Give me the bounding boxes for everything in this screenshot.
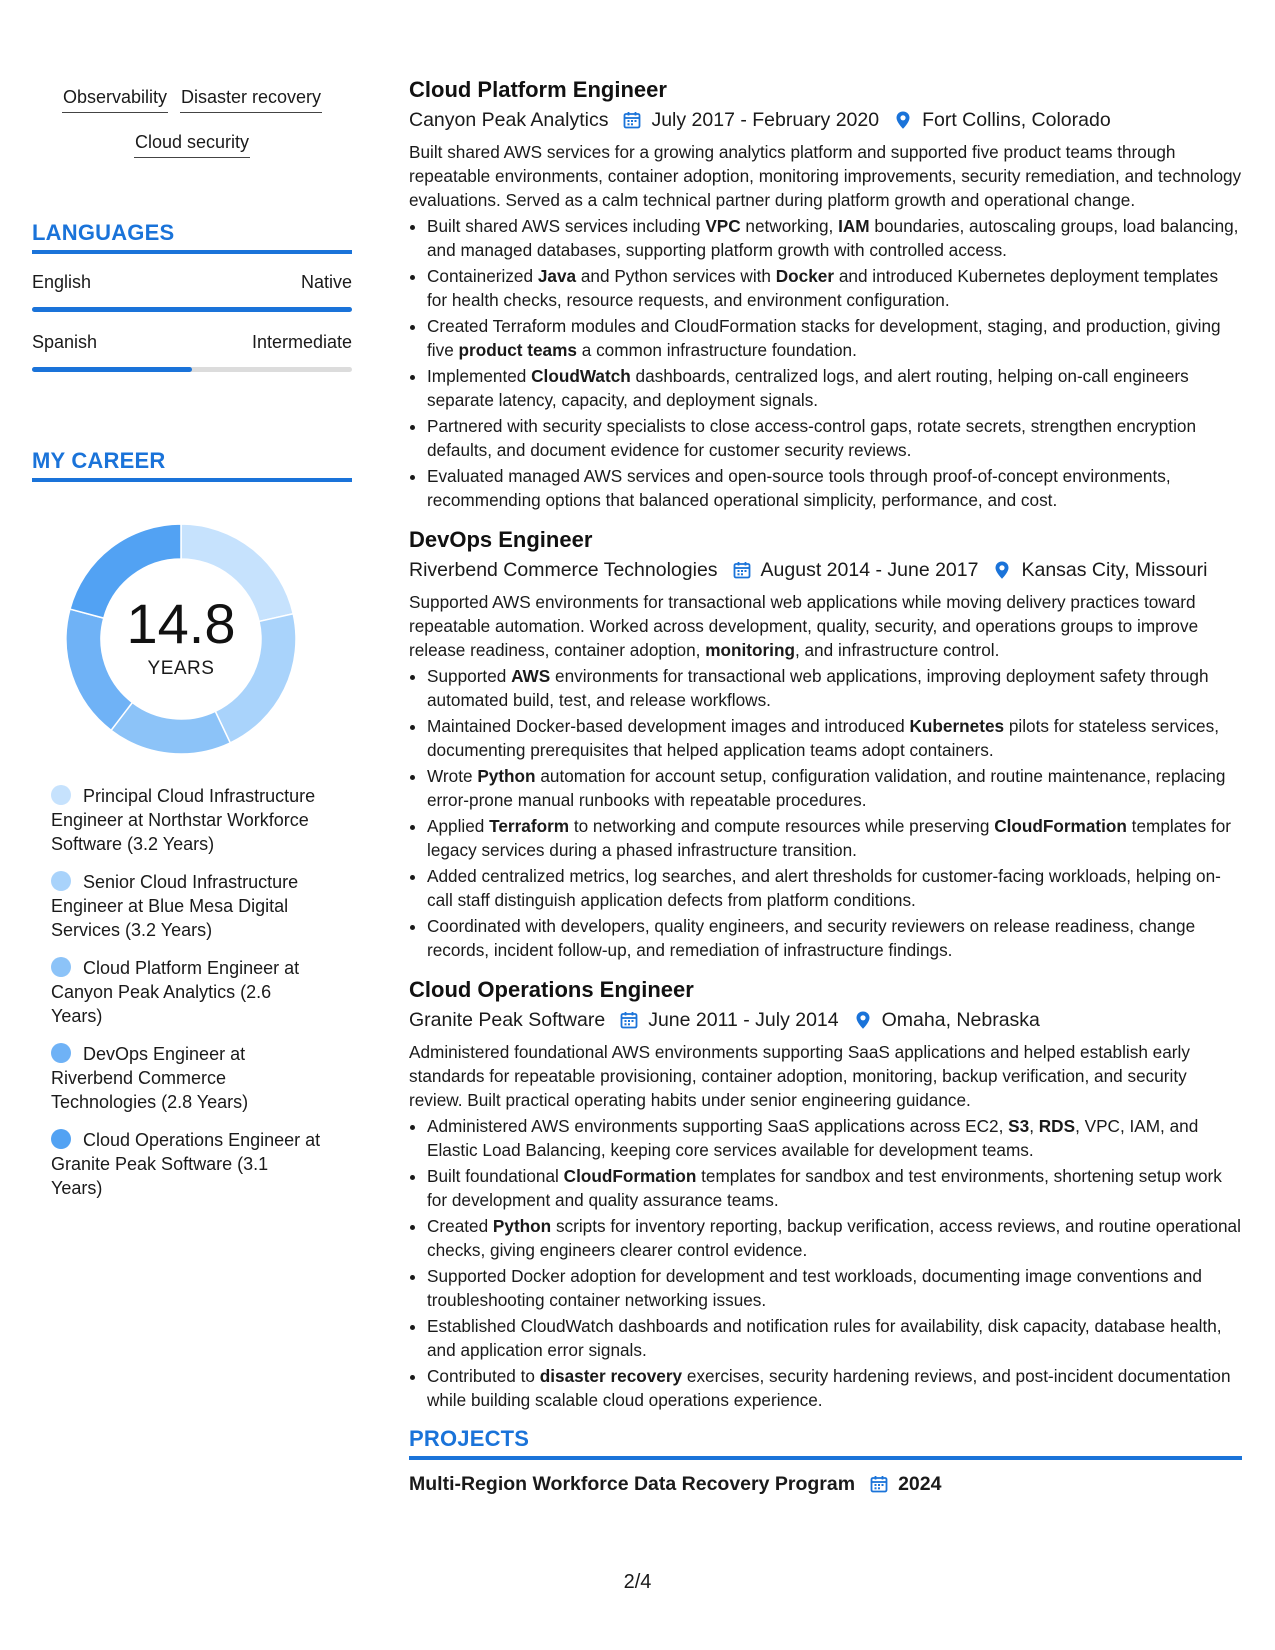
legend-dot [51,785,71,805]
project-name: Multi-Region Workforce Data Recovery Program [409,1473,856,1495]
bullet-text: a common infrastructure foundation. [576,340,857,360]
bullet-keyword: disaster recovery [539,1366,683,1386]
job-bullets [409,1114,1242,1412]
job-bullet [427,864,1242,912]
page-number: 2/4 [623,1571,652,1593]
project-year: 2024 [898,1473,942,1495]
bullet-text: Coordinated with developers, quality engineers, and security reviewers on release readiness, change records, incident follow-up, and remediation of infrastructure findings. [427,916,1196,960]
location-pin-icon [893,110,913,130]
job-meta [409,1006,1242,1034]
summary-text: monitoring [705,640,795,660]
calendar-icon [622,110,642,130]
bullet-text: Supported Docker adoption for development and test workloads, documenting image conventions and troubleshooting container networking issues. [427,1266,1202,1310]
bullet-keyword: CloudFormation [563,1166,697,1186]
summary-text: Supported AWS environments for transactional web applications while moving delivery practices toward repeatable automation. Worked across development, quality, security, and operations groups to improve release readiness, container adoption, [409,592,1199,660]
job-dates: June 2011 - July 2014 [648,1009,839,1031]
language-item [32,332,352,372]
career-role-label: Cloud Platform Engineer at Canyon Peak Analytics (2.6 Years) [51,958,300,1026]
bullet-keyword: Kubernetes [909,716,1005,736]
bullet-keyword: Python [492,1216,552,1236]
bullet-keyword: AWS [511,666,551,686]
languages-heading: LANGUAGES [32,220,352,254]
job-entry [409,76,1242,512]
bullet-keyword: CloudFormation [994,816,1127,836]
skill-tag: Cloud security [134,131,250,158]
bullet-text: and Python services with [576,266,776,286]
projects-heading: PROJECTS [409,1426,1242,1460]
language-level: Intermediate [251,332,352,352]
job-bullet [427,264,1242,312]
job-bullet [427,1214,1242,1262]
bullet-text: Contributed to [427,1366,540,1386]
job-summary: Administered foundational AWS environments supporting SaaS applications and helped establish early standards for repeatable provisioning, container adoption, monitoring, backup verification, and security review. Built practical operating habits under senior engineering guidance. [409,1042,1190,1110]
bullet-text: Applied [427,816,490,836]
job-bullet [427,414,1242,462]
skill-tag: Disaster recovery [180,86,322,113]
bullet-text: templates for legacy services during a phased infrastructure transition. [427,816,1232,860]
job-bullet [427,214,1242,262]
bullet-text: boundaries, autoscaling groups, load balancing, and managed databases, supporting platform growth with controlled access. [427,216,1239,260]
bullet-text: , [1029,1116,1039,1136]
job-location: Kansas City, Missouri [1021,559,1208,581]
legend-dot [51,1043,71,1063]
experience-column [409,76,1242,1498]
bullet-text: Created Terraform modules and CloudFormation stacks for development, staging, and production, giving five [427,316,1221,360]
experience-list [409,76,1242,1412]
bullet-text: Implemented [427,366,532,386]
bullet-keyword: Java [537,266,577,286]
language-name: English [32,272,92,292]
job-summary [409,590,1242,662]
job-bullet [427,1364,1242,1412]
bullet-keyword: Python [477,766,536,786]
job-title: Cloud Platform Engineer [409,77,667,102]
job-bullet [427,1164,1242,1212]
bullet-text: networking, [740,216,839,236]
language-proficiency-bar [32,367,352,372]
job-bullet [427,1314,1242,1362]
bullet-text: scripts for inventory reporting, backup verification, access reviews, and routine operational checks, giving engineers clearer control evidence. [427,1216,1241,1260]
bullet-text: pilots for stateless services, documenting prerequisites that helped application teams adopt containers. [427,716,1219,760]
language-proficiency-fill [32,307,352,312]
job-bullet [427,764,1242,812]
legend-dot [51,957,71,977]
job-bullet [427,1114,1242,1162]
calendar-icon [619,1010,639,1030]
language-proficiency-fill [32,367,192,372]
company-name: Riverbend Commerce Technologies [409,559,718,581]
calendar-icon [869,1474,889,1494]
career-donut-chart [66,524,296,754]
bullet-text: Created [427,1216,493,1236]
bullet-text: , VPC, IAM, and Elastic Load Balancing, keeping core services available for development teams. [427,1116,1199,1160]
bullet-keyword: S3 [1008,1116,1030,1136]
bullet-text: templates for sandbox and test environments, shortening setup work for development and quality assurance teams. [427,1166,1222,1210]
career-legend-item [51,870,321,942]
bullet-text: Established CloudWatch dashboards and notification rules for availability, disk capacity, database health, and application error signals. [427,1316,1222,1360]
summary-text: , and infrastructure control. [794,640,1000,660]
job-dates: August 2014 - June 2017 [760,559,979,581]
job-bullet [427,914,1242,962]
job-entry [409,976,1242,1412]
bullet-text: Built shared AWS services including [427,216,706,236]
company-name: Granite Peak Software [409,1009,606,1031]
career-years-label: YEARS [147,658,215,679]
bullet-text: automation for account setup, configuration validation, and routine maintenance, replacing error-prone manual runbooks with repeatable procedures. [427,766,1226,810]
bullet-text: Partnered with security specialists to close access-control gaps, rotate secrets, strengthen encryption defaults, and document evidence for customer security reviews. [427,416,1197,460]
bullet-text: Administered AWS environments supporting SaaS applications across EC2, [427,1116,1009,1136]
skills-tags [32,78,352,168]
bullet-text: dashboards, centralized logs, and alert routing, helping on-call engineers separate latency, capacity, and deployment signals. [427,366,1189,410]
bullet-text: environments for transactional web applications, improving deployment safety through automated build, test, and release workflows. [427,666,1209,710]
language-level: Native [300,272,352,292]
skill-tag: Observability [62,86,168,113]
bullet-keyword: RDS [1038,1116,1076,1136]
bullet-keyword: Docker [775,266,835,286]
bullet-text: Containerized [427,266,538,286]
job-bullet [427,464,1242,512]
career-role-label: Principal Cloud Infrastructure Engineer at Northstar Workforce Software (3.2 Years) [51,786,316,854]
bullet-keyword: VPC [705,216,741,236]
language-proficiency-bar [32,307,352,312]
career-role-label: Cloud Operations Engineer at Granite Peak Software (3.1 Years) [51,1130,321,1198]
career-heading: MY CAREER [32,448,352,482]
job-bullet [427,314,1242,362]
left-column [32,78,352,1214]
job-bullet [427,364,1242,412]
bullet-text: to networking and compute resources while preserving [569,816,995,836]
job-dates: July 2017 - February 2020 [651,109,880,131]
bullet-text: Built foundational [427,1166,564,1186]
job-bullets [409,214,1242,512]
job-bullet [427,664,1242,712]
location-pin-icon [853,1010,873,1030]
bullet-text: Wrote [427,766,478,786]
job-location: Omaha, Nebraska [881,1009,1040,1031]
job-bullet [427,714,1242,762]
bullet-keyword: IAM [838,216,870,236]
location-pin-icon [992,560,1012,580]
job-summary: Built shared AWS services for a growing analytics platform and supported five product teams through repeatable environments, container adoption, monitoring improvements, security remediation, and technology evaluations. Served as a calm technical partner during platform growth and operational change. [409,142,1242,210]
career-total-years: 14.8 [126,592,236,655]
job-meta [409,556,1242,584]
legend-dot [51,1129,71,1149]
language-item [32,272,352,312]
bullet-keyword: product teams [458,340,577,360]
career-legend-item [51,1128,321,1200]
bullet-text: exercises, security hardening reviews, and post-incident documentation while building scalable cloud operations experience. [427,1366,1231,1410]
job-location: Fort Collins, Colorado [922,109,1111,131]
career-role-label: Senior Cloud Infrastructure Engineer at Blue Mesa Digital Services (3.2 Years) [51,872,299,940]
bullet-text: and introduced Kubernetes deployment templates for health checks, resource requests, and environment configuration. [427,266,1219,310]
career-legend-item [51,956,321,1028]
company-name: Canyon Peak Analytics [409,109,609,131]
bullet-text: Maintained Docker-based development images and introduced [427,716,910,736]
career-legend-item [51,784,321,856]
bullet-keyword: CloudWatch [531,366,631,386]
job-bullet [427,1264,1242,1312]
legend-dot [51,871,71,891]
job-entry [409,526,1242,962]
career-role-label: DevOps Engineer at Riverbend Commerce Technologies (2.8 Years) [51,1044,249,1112]
project-item [409,1470,1242,1498]
job-title: Cloud Operations Engineer [409,977,694,1002]
bullet-text: Evaluated managed AWS services and open-source tools through proof-of-concept environments, recommending options that balanced operational simplicity, performance, and cost. [427,466,1171,510]
calendar-icon [732,560,752,580]
job-bullet [427,814,1242,862]
job-bullets [409,664,1242,962]
job-title: DevOps Engineer [409,527,593,552]
bullet-keyword: Terraform [489,816,570,836]
career-legend [51,784,321,1200]
career-legend-item [51,1042,321,1114]
bullet-text: Supported [427,666,512,686]
language-name: Spanish [32,332,98,352]
bullet-text: Added centralized metrics, log searches, and alert thresholds for customer-facing workloads, helping on-call staff distinguish application defects from platform conditions. [427,866,1221,910]
job-meta [409,106,1242,134]
